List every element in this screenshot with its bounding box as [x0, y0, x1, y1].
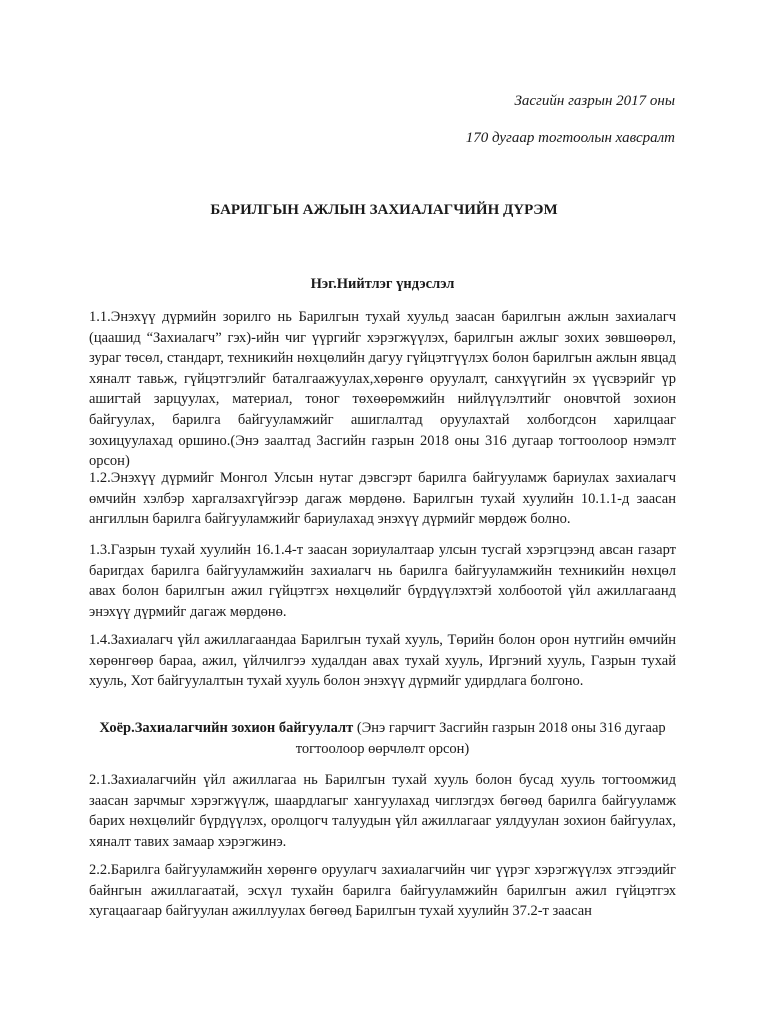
section-heading-2: Хоёр.Захиалагчийн зохион байгуулалт	[99, 720, 354, 736]
paragraph-2-1: 2.1.Захиалагчийн үйл ажиллагаа нь Барилгын тухай хууль болон бусад хууль тогтоомжид заасан зарчмыг хэрэгжүүлж, шаардлагыг хангуулахад чиглэгдэх бөгөөд барилга байгууламж барих нөхцөлийг бүрдүүлэх, оролцогч талуудын үйл ажиллагааг уялдуулан зохион байгуулах, хяналт тавих замаар хэрэгжинэ.	[89, 772, 676, 850]
paragraph-1-4: 1.4.Захиалагч үйл ажиллагаандаа Барилгын тухай хууль, Төрийн болон орон нутгийн өмчийн хөрөнгөөр бараа, ажил, үйлчилгээ худалдан авах тухай хууль, Иргэний хууль, Газрын тухай хууль, Хот байгуулалтын тухай хууль болон энэхүү дүрмийг удирдлага болгоно.	[89, 632, 676, 690]
annex-header-line-1: Засгийн газрын 2017 оны	[514, 93, 675, 109]
paragraph-1-1: 1.1.Энэхүү дүрмийн зорилго нь Барилгын тухай хуульд заасан барилгын ажлын захиалагч (цаашид “Захиалагч” гэх)-ийн чиг үүргийг хэрэгжүүлэх, барилгын ажлыг зохих зөвшөөрөл, зураг төсөл, стандарт, техникийн нөхцөлийн дагуу гүйцэтгүүлэх болон барилгын ажлын явцад хяналт тавьж, гүйцэтгэлийг баталгаажуулах,хөрөнгө оруулалт, санхүүгийн эх үүсвэрийг үр ашигтай зарцуулах, материал, тоног төхөөрөмжийн нийлүүлэлтийг оновчтой зохион байгуулах, барилга байгууламжийг ашиглалтад оруулахтай холбогдсон харилцааг зохицуулахад оршино.(Энэ заалтад Засгийн газрын 2018 оны 316 дугаар тогтоолоор нэмэлт орсон)	[89, 309, 676, 470]
section-heading-1: Нэг.Нийтлэг үндэслэл	[310, 276, 455, 292]
paragraph-2-2: 2.2.Барилга байгууламжийн хөрөнгө оруулагч захиалагчийн чиг үүрэг хэрэгжүүлэх этгээдийг байнгын ажиллагаатай, эсхүл тухайн барилга байгууламжийн барилгын ажил гүйцэтгэх хугацаагаар байгуулан ажиллуулах бөгөөд Барилгын тухай хуулийн 37.2-т заасан	[89, 862, 676, 920]
section-heading-2-block	[89, 718, 676, 759]
paragraph-1-2: 1.2.Энэхүү дүрмийг Монгол Улсын нутаг дэвсгэрт барилга байгууламж бариулах захиалагч өмчийн хэлбэр харгалзахгүйгээр дагаж мөрдөнө. Барилгын тухай хуулийн 10.1.1-д заасан ангиллын барилга байгууламжийг бариулахад энэхүү дүрмийг мөрдөж болно.	[89, 470, 676, 528]
annex-header-line-2: 170 дугаар тогтоолын хавсралт	[465, 130, 675, 146]
document-title: БАРИЛГЫН АЖЛЫН ЗАХИАЛАГЧИЙН ДҮРЭМ	[210, 202, 558, 218]
paragraph-1-3: 1.3.Газрын тухай хуулийн 16.1.4-т заасан зориулалтаар улсын тусгай хэрэгцээнд авсан газарт баригдах барилга байгууламжийн захиалагч нь барилга байгууламжийн техникийн нөхцөл авах болон барилгын ажил гүйцэтгэх нөхцөлийг бүрдүүлэхтэй холбоотой үйл ажиллагаанд энэхүү дүрмийг дагаж мөрдөнө.	[89, 542, 676, 620]
section-heading-2-note: (Энэ гарчигт Засгийн газрын 2018 оны 316 дугаар тогтоолоор өөрчлөлт орсон)	[295, 720, 666, 757]
